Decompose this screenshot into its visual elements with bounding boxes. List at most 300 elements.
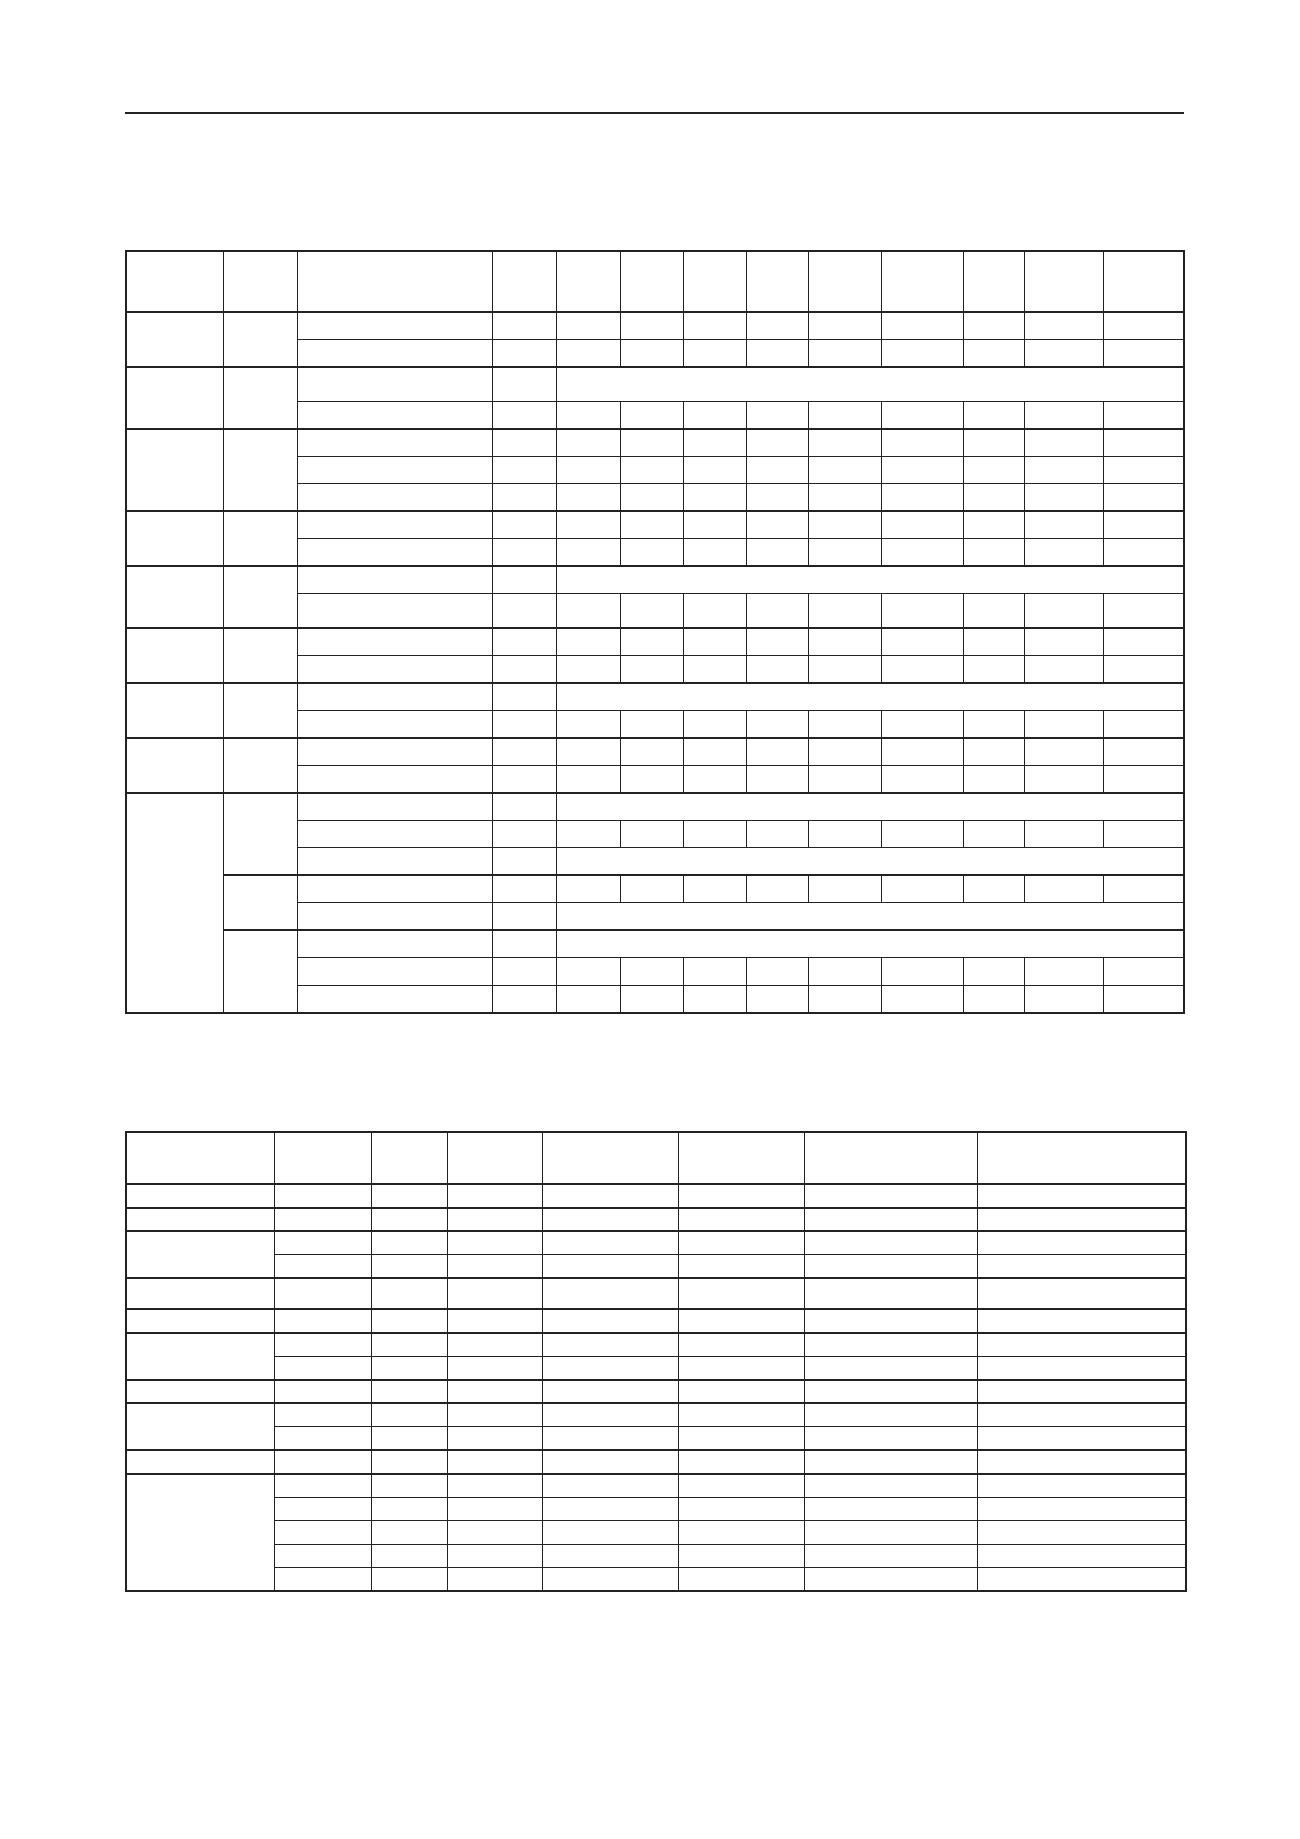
value-cell <box>808 875 881 903</box>
value-cell <box>621 958 684 986</box>
value-cell <box>684 985 746 1013</box>
header-cell <box>804 1132 977 1184</box>
value-cell <box>542 1568 678 1592</box>
group-label-cell <box>126 683 223 738</box>
value-cell <box>977 1309 1186 1333</box>
value-cell <box>746 875 808 903</box>
value-cell <box>557 958 621 986</box>
value-cell <box>557 655 621 683</box>
value-cell <box>684 429 746 457</box>
subgroup-label-cell <box>223 566 297 628</box>
value-cell <box>1104 738 1184 766</box>
table-row <box>126 1333 1186 1357</box>
value-cell <box>542 1356 678 1380</box>
value-cell <box>447 1474 542 1498</box>
value-cell <box>678 1521 804 1545</box>
group-label-cell <box>126 793 223 1013</box>
group-label-cell <box>126 1380 274 1404</box>
value-cell <box>1104 312 1184 340</box>
value-cell <box>804 1309 977 1333</box>
item-code-cell <box>493 820 557 848</box>
value-cell <box>678 1309 804 1333</box>
value-cell <box>977 1184 1186 1208</box>
value-cell <box>678 1333 804 1357</box>
value-cell <box>621 738 684 766</box>
header-cell <box>808 251 881 312</box>
value-cell <box>371 1309 447 1333</box>
merged-value-cell <box>557 930 1184 958</box>
value-cell <box>1104 765 1184 793</box>
header-cell <box>684 251 746 312</box>
subgroup-label-cell <box>223 429 297 512</box>
value-cell <box>881 820 963 848</box>
item-code-cell <box>493 765 557 793</box>
subgroup-label-cell <box>223 367 297 429</box>
value-cell <box>1104 820 1184 848</box>
table-row <box>126 1427 1186 1451</box>
value-cell <box>542 1231 678 1255</box>
item-name-cell <box>297 710 492 738</box>
value-cell <box>274 1544 371 1568</box>
header-cell <box>963 251 1024 312</box>
value-cell <box>684 456 746 484</box>
value-cell <box>808 594 881 628</box>
item-code-cell <box>493 848 557 876</box>
value-cell <box>557 312 621 340</box>
value-cell <box>678 1231 804 1255</box>
value-cell <box>963 340 1024 368</box>
value-cell <box>804 1474 977 1498</box>
subgroup-label-cell <box>223 628 297 683</box>
item-name-cell <box>297 985 492 1013</box>
value-cell <box>621 875 684 903</box>
merged-value-cell <box>557 683 1184 711</box>
value-cell <box>808 628 881 656</box>
value-cell <box>447 1333 542 1357</box>
value-cell <box>678 1427 804 1451</box>
value-cell <box>542 1403 678 1427</box>
item-name-cell <box>297 429 492 457</box>
value-cell <box>1104 710 1184 738</box>
value-cell <box>557 875 621 903</box>
table-row <box>126 511 1184 539</box>
table-row <box>126 1450 1186 1474</box>
value-cell <box>963 820 1024 848</box>
value-cell <box>1025 820 1104 848</box>
value-cell <box>678 1474 804 1498</box>
value-cell <box>1025 738 1104 766</box>
item-code-cell <box>493 340 557 368</box>
group-label-cell <box>126 1309 274 1333</box>
value-cell <box>1025 710 1104 738</box>
table-row <box>126 312 1184 340</box>
value-cell <box>684 484 746 512</box>
value-cell <box>447 1309 542 1333</box>
value-cell <box>684 401 746 429</box>
group-label-cell <box>126 1333 274 1380</box>
value-cell <box>542 1427 678 1451</box>
header-cell <box>126 1132 274 1184</box>
value-cell <box>881 958 963 986</box>
item-code-cell <box>493 958 557 986</box>
item-code-cell <box>493 456 557 484</box>
value-cell <box>678 1380 804 1404</box>
value-cell <box>808 456 881 484</box>
value-cell <box>746 710 808 738</box>
value-cell <box>746 484 808 512</box>
table-row <box>126 1497 1186 1521</box>
item-code-cell <box>493 429 557 457</box>
subgroup-label-cell <box>223 738 297 793</box>
value-cell <box>1104 985 1184 1013</box>
value-cell <box>1104 511 1184 539</box>
item-code-cell <box>493 484 557 512</box>
value-cell <box>274 1278 371 1309</box>
value-cell <box>371 1380 447 1404</box>
item-code-cell <box>493 930 557 958</box>
header-cell <box>746 251 808 312</box>
value-cell <box>746 985 808 1013</box>
value-cell <box>684 958 746 986</box>
value-cell <box>678 1356 804 1380</box>
value-cell <box>977 1231 1186 1255</box>
item-name-cell <box>297 456 492 484</box>
value-cell <box>371 1450 447 1474</box>
item-name-cell <box>297 511 492 539</box>
table-row <box>126 930 1184 958</box>
value-cell <box>881 511 963 539</box>
group-label-cell <box>126 1403 274 1450</box>
value-cell <box>804 1544 977 1568</box>
value-cell <box>621 985 684 1013</box>
item-name-cell <box>297 484 492 512</box>
value-cell <box>678 1450 804 1474</box>
value-cell <box>678 1255 804 1279</box>
value-cell <box>746 738 808 766</box>
item-name-cell <box>297 312 492 340</box>
subgroup-label-cell <box>223 930 297 1013</box>
value-cell <box>557 594 621 628</box>
item-code-cell <box>493 985 557 1013</box>
item-name-cell <box>297 930 492 958</box>
value-cell <box>371 1568 447 1592</box>
header-cell <box>371 1132 447 1184</box>
value-cell <box>621 594 684 628</box>
header-cell <box>977 1132 1186 1184</box>
value-cell <box>804 1208 977 1232</box>
value-cell <box>963 628 1024 656</box>
value-cell <box>684 539 746 567</box>
value-cell <box>804 1333 977 1357</box>
header-rule <box>125 112 1184 114</box>
value-cell <box>746 594 808 628</box>
group-label-cell <box>126 1474 274 1592</box>
value-cell <box>371 1255 447 1279</box>
value-cell <box>274 1497 371 1521</box>
main-grid-table <box>125 250 1185 1014</box>
main-grid-body <box>126 251 1184 1013</box>
value-cell <box>621 820 684 848</box>
value-cell <box>746 511 808 539</box>
value-cell <box>542 1278 678 1309</box>
value-cell <box>977 1380 1186 1404</box>
value-cell <box>1104 875 1184 903</box>
item-name-cell <box>297 848 492 876</box>
header-cell <box>297 251 492 312</box>
value-cell <box>274 1427 371 1451</box>
header-cell <box>557 251 621 312</box>
value-cell <box>557 820 621 848</box>
item-name-cell <box>297 566 492 594</box>
value-cell <box>274 1333 371 1357</box>
item-name-cell <box>297 793 492 821</box>
value-cell <box>678 1568 804 1592</box>
value-cell <box>678 1403 804 1427</box>
value-cell <box>621 456 684 484</box>
value-cell <box>447 1521 542 1545</box>
value-cell <box>1104 655 1184 683</box>
table-row <box>126 738 1184 766</box>
value-cell <box>557 456 621 484</box>
item-name-cell <box>297 594 492 628</box>
value-cell <box>881 401 963 429</box>
value-cell <box>804 1450 977 1474</box>
subgroup-label-cell <box>223 683 297 738</box>
secondary-grid-table <box>125 1131 1187 1592</box>
value-cell <box>371 1333 447 1357</box>
value-cell <box>881 484 963 512</box>
value-cell <box>1025 628 1104 656</box>
value-cell <box>678 1278 804 1309</box>
secondary-grid-body <box>126 1132 1186 1591</box>
item-name-cell <box>297 367 492 401</box>
value-cell <box>557 765 621 793</box>
value-cell <box>1025 985 1104 1013</box>
value-cell <box>808 340 881 368</box>
value-cell <box>881 628 963 656</box>
value-cell <box>621 655 684 683</box>
value-cell <box>746 340 808 368</box>
item-name-cell <box>297 340 492 368</box>
value-cell <box>274 1521 371 1545</box>
table-row <box>126 1521 1186 1545</box>
value-cell <box>371 1544 447 1568</box>
value-cell <box>804 1356 977 1380</box>
value-cell <box>621 401 684 429</box>
value-cell <box>804 1255 977 1279</box>
item-name-cell <box>297 738 492 766</box>
value-cell <box>447 1184 542 1208</box>
value-cell <box>881 539 963 567</box>
value-cell <box>447 1255 542 1279</box>
value-cell <box>881 312 963 340</box>
value-cell <box>808 958 881 986</box>
value-cell <box>808 765 881 793</box>
table-row <box>126 429 1184 457</box>
value-cell <box>621 340 684 368</box>
value-cell <box>684 765 746 793</box>
value-cell <box>557 710 621 738</box>
value-cell <box>977 1544 1186 1568</box>
value-cell <box>1025 765 1104 793</box>
value-cell <box>963 539 1024 567</box>
group-label-cell <box>126 628 223 683</box>
value-cell <box>963 765 1024 793</box>
value-cell <box>963 484 1024 512</box>
value-cell <box>274 1380 371 1404</box>
value-cell <box>881 456 963 484</box>
header-cell <box>542 1132 678 1184</box>
merged-value-cell <box>557 793 1184 821</box>
value-cell <box>678 1497 804 1521</box>
item-name-cell <box>297 655 492 683</box>
value-cell <box>621 628 684 656</box>
value-cell <box>977 1568 1186 1592</box>
value-cell <box>557 539 621 567</box>
value-cell <box>684 628 746 656</box>
value-cell <box>371 1427 447 1451</box>
value-cell <box>881 738 963 766</box>
value-cell <box>746 429 808 457</box>
value-cell <box>1025 655 1104 683</box>
value-cell <box>977 1521 1186 1545</box>
value-cell <box>808 738 881 766</box>
value-cell <box>963 875 1024 903</box>
table-row <box>126 1380 1186 1404</box>
subgroup-label-cell <box>223 511 297 566</box>
value-cell <box>808 985 881 1013</box>
value-cell <box>963 401 1024 429</box>
value-cell <box>808 710 881 738</box>
value-cell <box>621 511 684 539</box>
value-cell <box>977 1356 1186 1380</box>
value-cell <box>881 429 963 457</box>
group-label-cell <box>126 738 223 793</box>
table-row <box>126 793 1184 821</box>
group-label-cell <box>126 511 223 566</box>
table-row <box>126 1356 1186 1380</box>
value-cell <box>447 1403 542 1427</box>
header-cell <box>881 251 963 312</box>
table-row <box>126 1255 1186 1279</box>
item-name-cell <box>297 683 492 711</box>
value-cell <box>1104 594 1184 628</box>
item-code-cell <box>493 511 557 539</box>
item-code-cell <box>493 628 557 656</box>
value-cell <box>963 456 1024 484</box>
value-cell <box>963 312 1024 340</box>
item-code-cell <box>493 367 557 401</box>
value-cell <box>542 1474 678 1498</box>
value-cell <box>447 1380 542 1404</box>
merged-value-cell <box>557 848 1184 876</box>
value-cell <box>808 655 881 683</box>
item-code-cell <box>493 683 557 711</box>
value-cell <box>804 1521 977 1545</box>
header-cell <box>1025 251 1104 312</box>
value-cell <box>1104 340 1184 368</box>
value-cell <box>963 958 1024 986</box>
item-code-cell <box>493 312 557 340</box>
value-cell <box>977 1333 1186 1357</box>
value-cell <box>684 594 746 628</box>
value-cell <box>977 1497 1186 1521</box>
header-cell <box>447 1132 542 1184</box>
item-code-cell <box>493 401 557 429</box>
value-cell <box>542 1380 678 1404</box>
value-cell <box>808 511 881 539</box>
item-code-cell <box>493 710 557 738</box>
value-cell <box>274 1208 371 1232</box>
table-row <box>126 1184 1186 1208</box>
item-code-cell <box>493 566 557 594</box>
value-cell <box>804 1184 977 1208</box>
value-cell <box>963 710 1024 738</box>
item-name-cell <box>297 820 492 848</box>
value-cell <box>1025 429 1104 457</box>
value-cell <box>1025 312 1104 340</box>
value-cell <box>371 1231 447 1255</box>
value-cell <box>371 1356 447 1380</box>
item-name-cell <box>297 539 492 567</box>
table-row <box>126 566 1184 594</box>
value-cell <box>684 820 746 848</box>
value-cell <box>977 1450 1186 1474</box>
value-cell <box>881 340 963 368</box>
group-label-cell <box>126 1231 274 1278</box>
table-header-row <box>126 251 1184 312</box>
value-cell <box>746 958 808 986</box>
value-cell <box>977 1403 1186 1427</box>
item-name-cell <box>297 875 492 903</box>
value-cell <box>804 1497 977 1521</box>
value-cell <box>447 1450 542 1474</box>
value-cell <box>621 429 684 457</box>
value-cell <box>1025 484 1104 512</box>
header-cell <box>678 1132 804 1184</box>
value-cell <box>371 1497 447 1521</box>
merged-value-cell <box>557 903 1184 931</box>
group-label-cell <box>126 312 223 367</box>
table-row <box>126 1544 1186 1568</box>
value-cell <box>678 1544 804 1568</box>
value-cell <box>274 1450 371 1474</box>
value-cell <box>274 1568 371 1592</box>
value-cell <box>542 1521 678 1545</box>
value-cell <box>447 1208 542 1232</box>
value-cell <box>881 985 963 1013</box>
value-cell <box>371 1521 447 1545</box>
value-cell <box>804 1427 977 1451</box>
value-cell <box>804 1278 977 1309</box>
item-name-cell <box>297 903 492 931</box>
merged-value-cell <box>557 367 1184 401</box>
value-cell <box>542 1497 678 1521</box>
value-cell <box>1104 429 1184 457</box>
value-cell <box>621 765 684 793</box>
value-cell <box>963 511 1024 539</box>
value-cell <box>808 312 881 340</box>
table-row <box>126 628 1184 656</box>
value-cell <box>684 340 746 368</box>
value-cell <box>371 1474 447 1498</box>
value-cell <box>447 1278 542 1309</box>
table-row <box>126 1231 1186 1255</box>
value-cell <box>684 738 746 766</box>
value-cell <box>746 820 808 848</box>
value-cell <box>881 655 963 683</box>
value-cell <box>746 765 808 793</box>
